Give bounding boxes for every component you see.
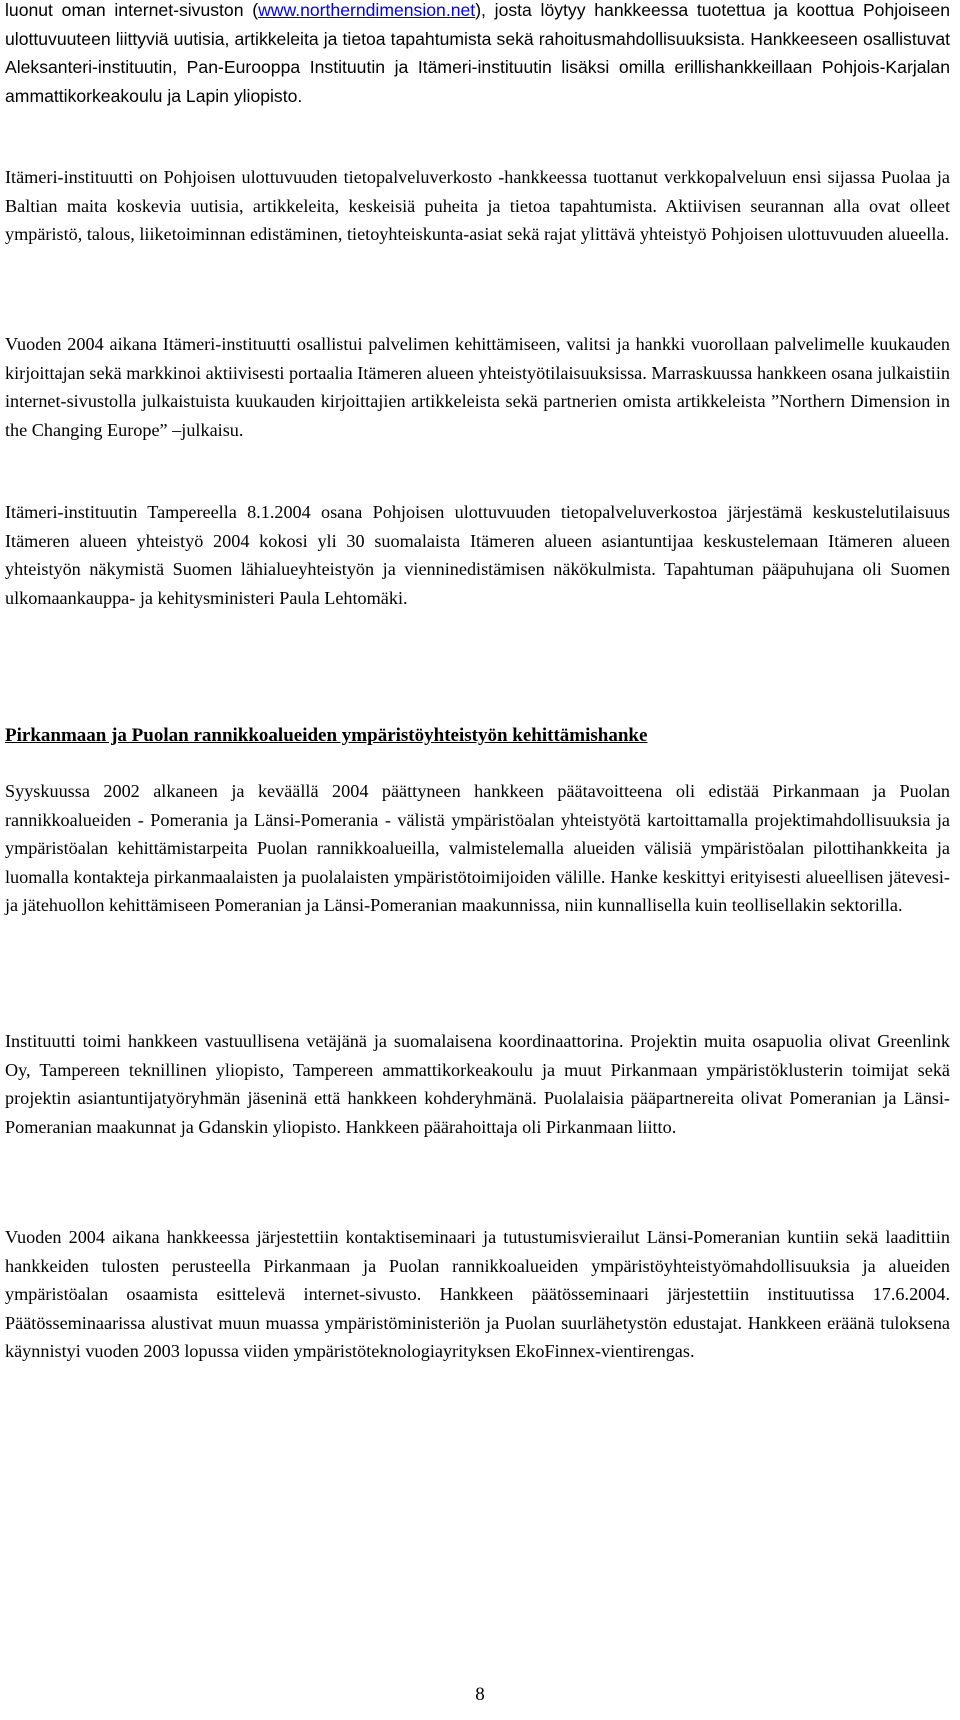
paragraph-project-goals: Syyskuussa 2002 alkaneen ja keväällä 2004 päättyneen hankkeen päätavoitteena oli edistää Pirkanmaan ja Puolan rannikkoalueiden - Pomerania ja Länsi-Pomerania - välistä ympäristöalan yhteistyötä kartoittamalla projektimahdollisuuksia ja ympäristöalan kehittämistarpeita Puolan rannikkoalueilla, valmistelemalla alueiden välisiä ympäristöalan pilottihankkeita ja luomalla kontakteja pirkanmaalaisten ja puolalaisten ympäristötoimijoiden välille. Hanke keskittyi erityisesti alueellisen jätevesi- ja jätehuollon kehittämiseen Pomeranian ja Länsi-Pomeranian maakunnissa, niin kunnallisella kuin teollisellakin sektorilla.	[5, 781, 950, 915]
paragraph-project-partners: Instituutti toimi hankkeen vastuullisena vetäjänä ja suomalaisena koordinaattorina. Projektin muita osapuolia olivat Greenlink Oy, Tampereen teknillinen yliopisto, Tampereen ammattikorkeakoulu ja muut Pirkanmaan ympäristöklusterin toimijat sekä projektin asiantuntijatyöryhmän jäseninä että hankkeen kohderyhmänä. Puolalaisia pääpartnereita olivat Pomeranian ja Länsi-Pomeranian maakunnat ja Gdanskin yliopisto. Hankkeen päärahoittaja oli Pirkanmaan liitto.	[5, 1031, 950, 1137]
paragraph-2004-seminar: Vuoden 2004 aikana hankkeessa järjestettiin kontaktiseminaari ja tutustumisvierailut Länsi-Pomeranian kuntiin sekä laadittiin hankkeiden tulosten perusteella Pirkanmaan ja Puolan rannikkoalueiden ympäristöyhteistyömahdollisuuksia ja alueiden ympäristöalan osaamista esittelevä internet-sivusto. Hankkeen päätösseminaari järjestettiin instituutissa 17.6.2004. Päätösseminaarissa alustivat muun muassa ympäristöministeriön ja Puolan suurlähetystön edustajat. Hankkeen eräänä tuloksena käynnistyi vuoden 2003 lopussa viiden ympäristöteknologiayrityksen EkoFinnex-vientirengas.	[5, 1227, 950, 1361]
paragraph-website-intro	[5, 0, 950, 110]
paragraph-text: ), josta löytyy hankkeessa tuotettua ja koottua Pohjoiseen ulottuvuuteen liittyviä uutisia, artikkeleita ja tietoa tapahtumista sekä rahoitusmahdollisuuksista. Hankkeeseen osallistuvat Aleksanteri-instituutin, Pan-Eurooppa Instituutin ja Itämeri-instituutin lisäksi omilla erillishankkeillaan Pohjois-Karjalan ammattikorkeakoulu ja Lapin yliopisto.	[5, 0, 950, 106]
paragraph-sans-segment	[5, 0, 950, 106]
paragraph-discussion-event: Itämeri-instituutin Tampereella 8.1.2004 osana Pohjoisen ulottuvuuden tietopalveluverkostoa järjestämä keskustelutilaisuus Itämeren alueen yhteistyö 2004 kokosi yli 30 suomalaista Itämeren alueen asiantuntijaa keskustelemaan Itämeren alueen yhteistyön näkymistä Suomen lähialueyhteistyön ja vienninedistämisen näkökulmista. Tapahtuman pääpuhujana oli Suomen ulkomaankauppa- ja kehitysministeri Paula Lehtomäki.	[5, 502, 950, 608]
paragraph-text: luonut oman internet-sivuston (	[5, 0, 259, 20]
website-link[interactable]: www.northerndimension.net	[258, 0, 476, 20]
paragraph-institute-service: Itämeri-instituutti on Pohjoisen ulottuvuuden tietopalveluverkosto -hankkeessa tuottanut verkkopalveluun ensi sijassa Puolaa ja Baltian maita koskevia uutisia, artikkeleita, keskeisiä puheita ja tietoa tapahtumista. Aktiivisen seurannan alla ovat olleet ympäristö, talous, liiketoiminnan edistäminen, tietoyhteiskunta-asiat sekä rajat ylittävä yhteistyö Pohjoisen ulottuvuuden alueella.	[5, 167, 950, 244]
paragraph-2004-activities: Vuoden 2004 aikana Itämeri-instituutti osallistui palvelimen kehittämiseen, valitsi ja hankki vuorollaan palvelimelle kuukauden kirjoittajan sekä markkinoi aktiivisesti portaalia Itämeren alueen yhteistyötilaisuuksissa. Marraskuussa hankkeen osana julkaistiin internet-sivustolla julkaistuista kuukauden kirjoittajien artikkeleista sekä partnerien omista artikkeleista ”Northern Dimension in the Changing Europe” –julkaisu.	[5, 334, 950, 440]
page-number: 8	[475, 1684, 485, 1705]
section-heading: Pirkanmaan ja Puolan rannikkoalueiden ympäristöyhteistyön kehittämishanke	[5, 725, 648, 746]
